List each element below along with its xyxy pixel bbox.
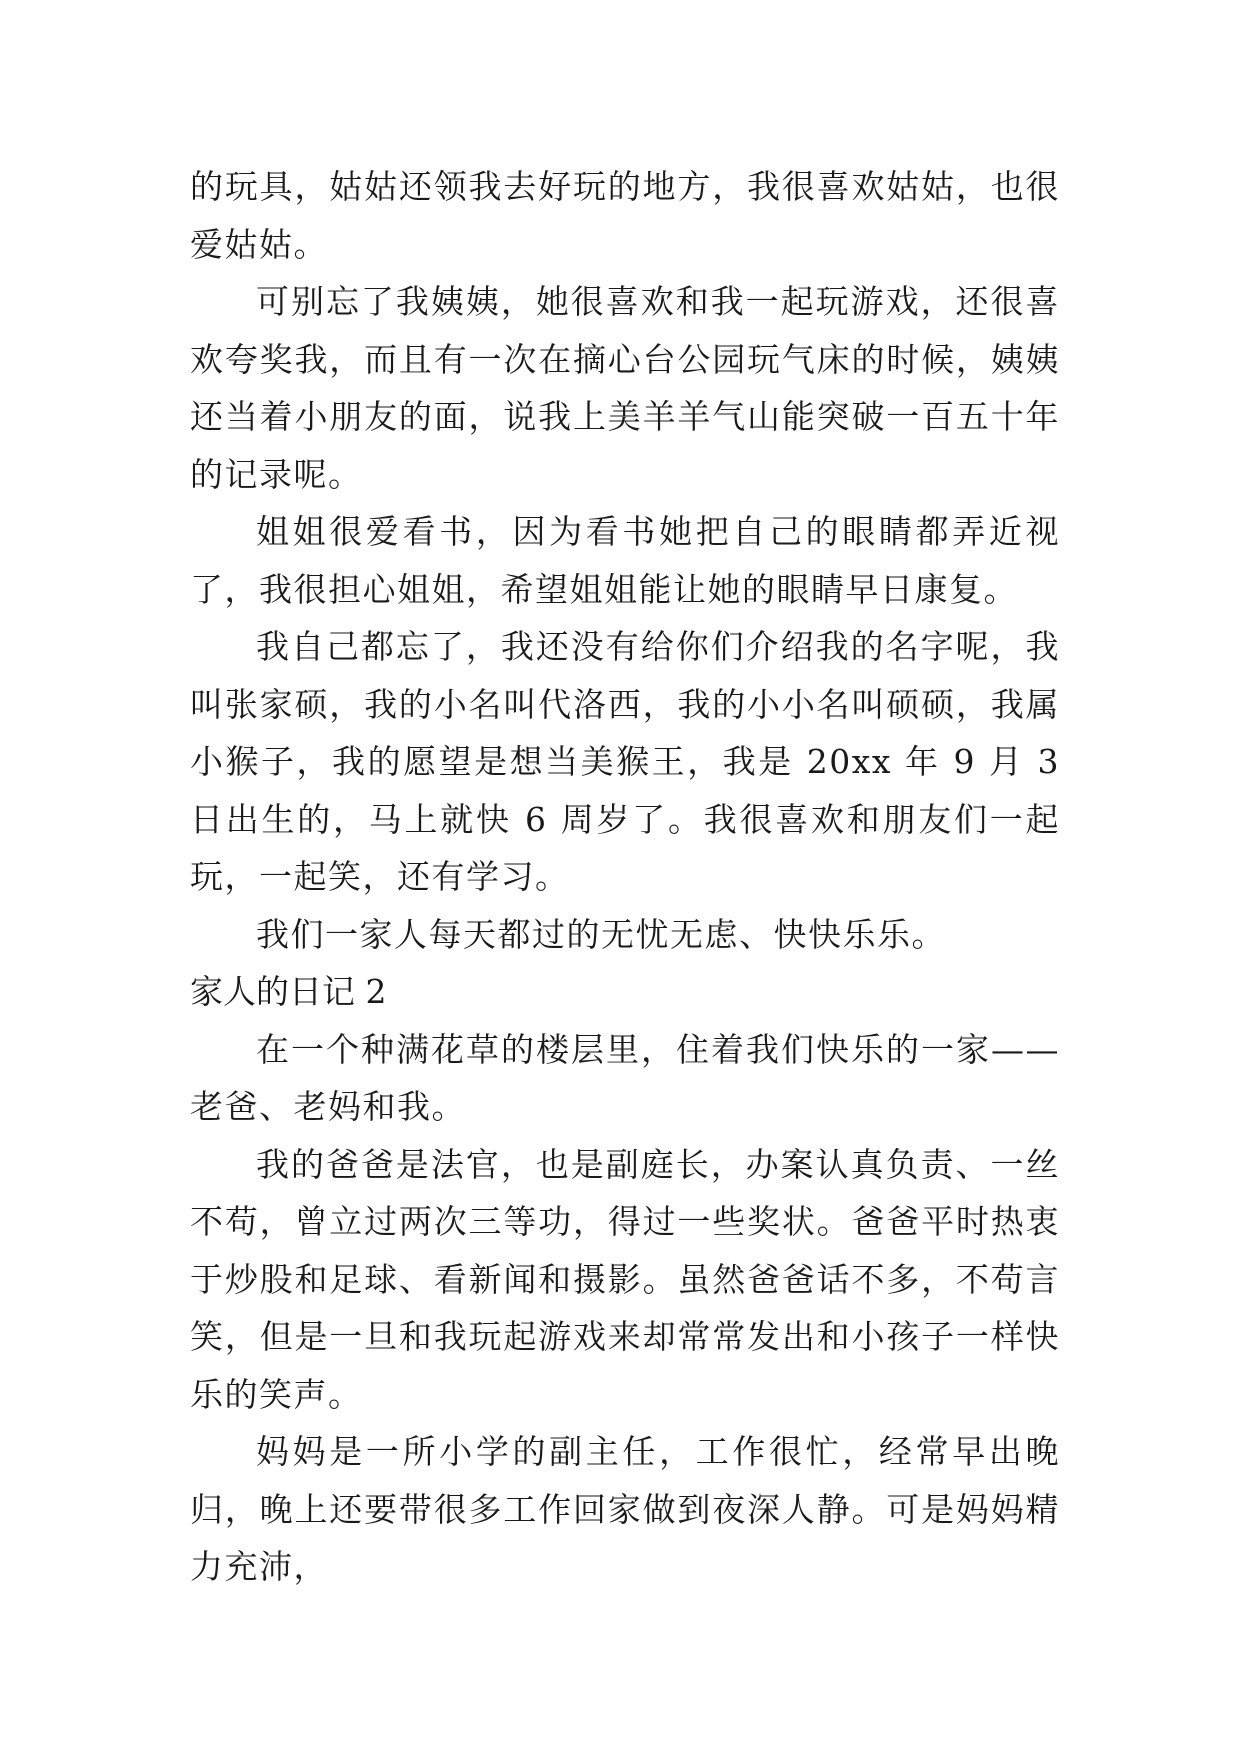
paragraph-sister: 姐姐很爱看书，因为看书她把自己的眼睛都弄近视了，我很担心姐姐，希望姐姐能让她的眼睛早日康复。 [190, 512, 1060, 609]
paragraph-aunt: 可别忘了我姨姨，她很喜欢和我一起玩游戏，还很喜欢夸奖我，而且有一次在摘心台公园玩气床的时候，姨姨还当着小朋友的面，说我上美羊羊气山能突破一百五十年的记录呢。 [190, 282, 1060, 494]
paragraph-home: 在一个种满花草的楼层里，住着我们快乐的一家——老爸、老妈和我。 [190, 1029, 1060, 1126]
document-body [190, 158, 1060, 1596]
paragraph-mother: 妈妈是一所小学的副主任，工作很忙，经常早出晚归，晚上还要带很多工作回家做到夜深人静。可是妈妈精力充沛， [190, 1432, 1060, 1586]
paragraph-father: 我的爸爸是法官，也是副庭长，办案认真负责、一丝不苟，曾立过两次三等功，得过一些奖状。爸爸平时热衷于炒股和足球、看新闻和摄影。虽然爸爸话不多，不苟言笑，但是一旦和我玩起游戏来却常常发出和小孩子一样快乐的笑声。 [190, 1144, 1060, 1414]
paragraph-self-intro: 我自己都忘了，我还没有给你们介绍我的名字呢，我叫张家硕，我的小名叫代洛西，我的小小名叫硕硕，我属小猴子，我的愿望是想当美猴王，我是 20xx 年 9 月 3 日出生的，马上就快 6 周岁了。我很喜欢和朋友们一起玩，一起笑，还有学习。 [190, 627, 1060, 896]
paragraph-family-happy: 我们一家人每天都过的无忧无虑、快快乐乐。 [256, 914, 946, 954]
section-title: 家人的日记 2 [190, 972, 387, 1011]
paragraph-continuation: 的玩具，姑姑还领我去好玩的地方，我很喜欢姑姑，也很爱姑姑。 [190, 167, 1060, 264]
